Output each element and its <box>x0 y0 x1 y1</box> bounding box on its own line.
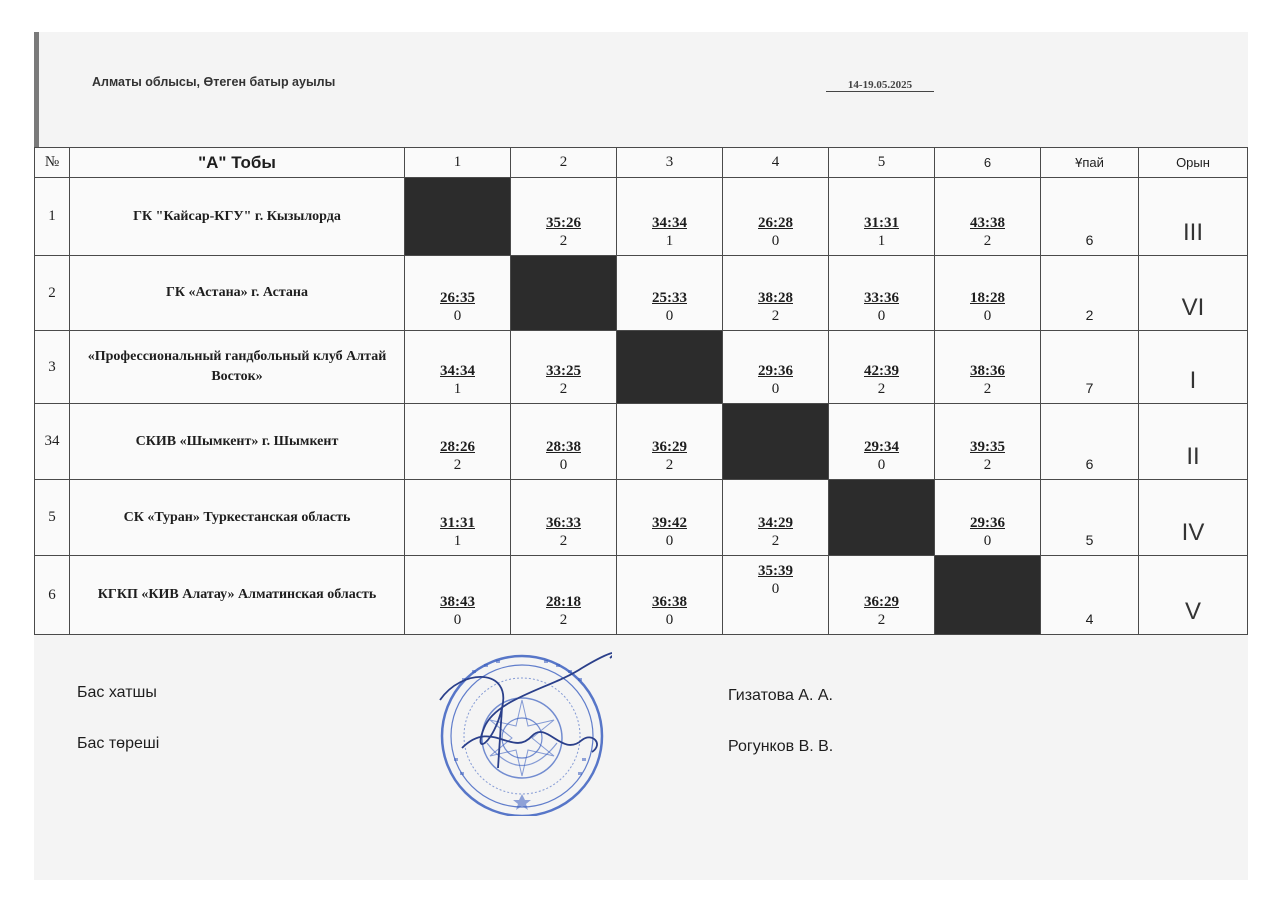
match-score: 29:34 <box>864 439 899 455</box>
team-name: ГК «Астана» г. Астана <box>70 256 405 331</box>
match-result-cell <box>617 556 723 635</box>
match-result <box>617 593 722 629</box>
match-result <box>511 438 616 474</box>
match-score: 33:36 <box>864 290 899 306</box>
match-result <box>511 593 616 629</box>
match-points: 0 <box>453 612 462 628</box>
place-roman: I <box>1189 367 1197 394</box>
match-result <box>829 214 934 250</box>
match-score: 38:43 <box>440 594 475 610</box>
column-header-opponent-2: 2 <box>511 148 617 178</box>
match-result <box>723 514 828 550</box>
match-score: 25:33 <box>652 290 687 306</box>
row-number: 1 <box>35 178 70 256</box>
match-result <box>723 362 828 398</box>
place-roman: V <box>1184 598 1201 625</box>
match-result-cell <box>723 556 829 635</box>
match-result-cell <box>935 331 1041 404</box>
match-result <box>617 514 722 550</box>
match-result <box>935 514 1040 550</box>
match-result-cell <box>829 256 935 331</box>
match-score: 28:38 <box>546 439 581 455</box>
group-results-table <box>34 147 1248 635</box>
place-roman: III <box>1182 219 1203 246</box>
match-points: 2 <box>771 308 780 324</box>
team-row <box>35 256 1248 331</box>
match-result-cell <box>511 480 617 556</box>
match-score: 36:38 <box>652 594 687 610</box>
match-points: 2 <box>771 533 780 549</box>
match-result <box>935 214 1040 250</box>
place-roman: II <box>1186 443 1200 470</box>
diagonal-cell <box>511 256 617 331</box>
diagonal-cell <box>723 404 829 480</box>
match-points: 0 <box>877 457 886 473</box>
match-result <box>829 362 934 398</box>
match-points: 0 <box>983 308 992 324</box>
match-result-cell <box>723 480 829 556</box>
diagonal-cell <box>935 556 1041 635</box>
match-score: 28:26 <box>440 439 475 455</box>
match-result <box>935 362 1040 398</box>
match-result <box>405 362 510 398</box>
match-result-cell <box>617 256 723 331</box>
match-result <box>829 289 934 325</box>
match-result-cell <box>617 480 723 556</box>
match-result <box>723 289 828 325</box>
match-result-cell <box>723 256 829 331</box>
match-result <box>511 214 616 250</box>
place-cell <box>1139 331 1248 404</box>
row-number: 6 <box>35 556 70 635</box>
match-result <box>829 593 934 629</box>
match-score: 34:34 <box>440 363 475 379</box>
match-result <box>405 514 510 550</box>
total-points: 2 <box>1085 307 1094 323</box>
handwritten-signature-icon <box>440 653 612 768</box>
total-points-cell <box>1041 256 1139 331</box>
diagonal-cell <box>617 331 723 404</box>
match-result <box>405 593 510 629</box>
match-points: 0 <box>983 533 992 549</box>
row-number: 34 <box>35 404 70 480</box>
place-cell <box>1139 480 1248 556</box>
match-score: 38:36 <box>970 363 1005 379</box>
match-points: 0 <box>771 581 780 597</box>
match-score: 36:29 <box>864 594 899 610</box>
match-result <box>723 214 828 250</box>
match-result-cell <box>511 178 617 256</box>
header-location: Алматы облысы, Өтеген батыр ауылы <box>92 75 336 89</box>
match-result <box>617 438 722 474</box>
match-score: 39:35 <box>970 439 1005 455</box>
secretary-name: Гизатова А. А. <box>728 687 833 704</box>
total-points: 6 <box>1085 456 1094 472</box>
match-points: 2 <box>559 533 568 549</box>
match-result-cell <box>829 404 935 480</box>
column-header-opponent-5: 5 <box>829 148 935 178</box>
match-points: 0 <box>665 533 674 549</box>
team-row <box>35 556 1248 635</box>
diagonal-cell <box>829 480 935 556</box>
match-points: 0 <box>559 457 568 473</box>
match-result-cell <box>829 178 935 256</box>
total-points: 6 <box>1085 232 1094 248</box>
match-points: 1 <box>453 381 462 397</box>
match-score: 34:34 <box>652 215 687 231</box>
match-result <box>617 289 722 325</box>
match-result <box>405 438 510 474</box>
team-row <box>35 480 1248 556</box>
match-result-cell <box>935 178 1041 256</box>
team-name: КГКП «КИВ Алатау» Алматинская область <box>70 556 405 635</box>
team-name: ГК "Кайсар-КГУ" г. Кызылорда <box>70 178 405 256</box>
column-header-number: № <box>35 148 70 178</box>
match-points: 0 <box>665 612 674 628</box>
match-result-cell <box>405 556 511 635</box>
match-score: 42:39 <box>864 363 899 379</box>
place-cell <box>1139 556 1248 635</box>
match-result-cell <box>405 331 511 404</box>
match-result-cell <box>617 178 723 256</box>
match-result-cell <box>723 331 829 404</box>
match-score: 34:29 <box>758 515 793 531</box>
table-header-row <box>35 148 1248 178</box>
match-result <box>617 214 722 250</box>
match-result-cell <box>935 256 1041 331</box>
match-points: 2 <box>559 233 568 249</box>
team-name: СК «Туран» Туркестанская область <box>70 480 405 556</box>
match-result <box>511 514 616 550</box>
match-score: 26:35 <box>440 290 475 306</box>
match-result-cell <box>511 404 617 480</box>
place-roman: IV <box>1181 519 1205 546</box>
place-roman: VI <box>1181 294 1205 321</box>
match-points: 2 <box>559 381 568 397</box>
match-result-cell <box>935 480 1041 556</box>
match-result-cell <box>723 178 829 256</box>
match-result-cell <box>405 480 511 556</box>
match-points: 0 <box>665 308 674 324</box>
match-result <box>405 289 510 325</box>
match-score: 36:29 <box>652 439 687 455</box>
header-date: 14-19.05.2025 <box>826 79 934 92</box>
match-result-cell <box>511 556 617 635</box>
match-result <box>829 438 934 474</box>
total-points-cell <box>1041 556 1139 635</box>
match-score: 35:26 <box>546 215 581 231</box>
team-row <box>35 178 1248 256</box>
match-score: 39:42 <box>652 515 687 531</box>
match-points: 2 <box>665 457 674 473</box>
match-result-cell <box>829 556 935 635</box>
row-number: 3 <box>35 331 70 404</box>
row-number: 5 <box>35 480 70 556</box>
match-points: 2 <box>453 457 462 473</box>
match-score: 31:31 <box>864 215 899 231</box>
match-result <box>511 362 616 398</box>
total-points: 5 <box>1085 532 1094 548</box>
column-header-opponent-4: 4 <box>723 148 829 178</box>
team-name: СКИВ «Шымкент» г. Шымкент <box>70 404 405 480</box>
match-result <box>723 562 828 598</box>
match-points: 2 <box>877 612 886 628</box>
match-result-cell <box>405 404 511 480</box>
secretary-label: Бас хатшы <box>77 684 157 701</box>
match-points: 2 <box>983 457 992 473</box>
total-points-cell <box>1041 178 1139 256</box>
match-score: 29:36 <box>758 363 793 379</box>
row-number: 2 <box>35 256 70 331</box>
match-points: 2 <box>983 381 992 397</box>
total-points-cell <box>1041 480 1139 556</box>
referee-label: Бас төреші <box>77 735 160 752</box>
place-cell <box>1139 256 1248 331</box>
match-score: 26:28 <box>758 215 793 231</box>
match-score: 28:18 <box>546 594 581 610</box>
match-score: 33:25 <box>546 363 581 379</box>
team-row <box>35 331 1248 404</box>
place-cell <box>1139 404 1248 480</box>
match-points: 0 <box>453 308 462 324</box>
match-score: 38:28 <box>758 290 793 306</box>
match-score: 31:31 <box>440 515 475 531</box>
match-points: 2 <box>983 233 992 249</box>
column-header-opponent-6: 6 <box>935 148 1041 178</box>
team-name: «Профессиональный гандбольный клуб Алтай Восток» <box>70 331 405 404</box>
match-result-cell <box>617 404 723 480</box>
match-points: 0 <box>771 381 780 397</box>
match-points: 0 <box>771 233 780 249</box>
referee-name: Рогунков В. В. <box>728 738 834 755</box>
diagonal-cell <box>405 178 511 256</box>
match-points: 0 <box>877 308 886 324</box>
match-result-cell <box>935 404 1041 480</box>
match-score: 35:39 <box>758 563 793 579</box>
match-score: 29:36 <box>970 515 1005 531</box>
team-row <box>35 404 1248 480</box>
match-result <box>935 289 1040 325</box>
column-header-group: "А" Тобы <box>70 148 405 178</box>
column-header-opponent-3: 3 <box>617 148 723 178</box>
column-header-points: Ұпай <box>1041 148 1139 178</box>
total-points-cell <box>1041 404 1139 480</box>
match-points: 1 <box>665 233 674 249</box>
match-result-cell <box>511 331 617 404</box>
total-points: 7 <box>1085 380 1094 396</box>
total-points: 4 <box>1085 611 1094 627</box>
place-cell <box>1139 178 1248 256</box>
match-result-cell <box>405 256 511 331</box>
match-result <box>935 438 1040 474</box>
match-points: 2 <box>877 381 886 397</box>
match-score: 36:33 <box>546 515 581 531</box>
total-points-cell <box>1041 331 1139 404</box>
official-stamp-icon <box>432 648 612 816</box>
match-points: 1 <box>453 533 462 549</box>
match-points: 1 <box>877 233 886 249</box>
column-header-place: Орын <box>1139 148 1248 178</box>
column-header-opponent-1: 1 <box>405 148 511 178</box>
match-points: 2 <box>559 612 568 628</box>
match-result-cell <box>829 331 935 404</box>
match-score: 43:38 <box>970 215 1005 231</box>
match-score: 18:28 <box>970 290 1005 306</box>
